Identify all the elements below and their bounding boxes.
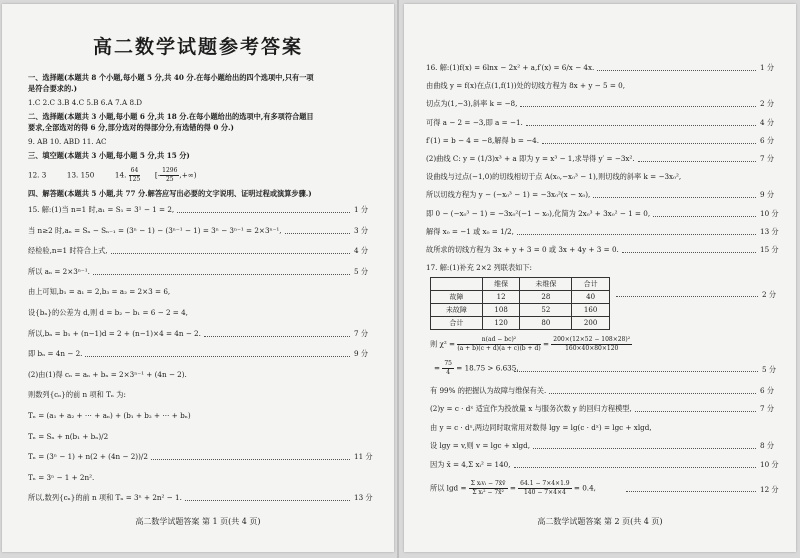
score-label: 7 分 (760, 154, 775, 163)
score-label: 3 分 (354, 225, 369, 235)
table-row (431, 304, 610, 317)
table-cell: 合计 (431, 317, 483, 330)
table-cell: 故障 (431, 291, 483, 304)
dot-leader (185, 494, 350, 501)
dot-leader (635, 405, 756, 412)
score-label: 9 分 (354, 349, 369, 359)
solution-line: Tₙ = Sₙ + n(b₁ + bₙ)/2 (28, 431, 109, 441)
solution-line: 15. 解:(1)当 n=1 时,a₁ = S₁ = 3¹ − 1 = 2, (28, 205, 175, 214)
solution-line: 17. 解:(1)补充 2×2 列联表如下: (426, 263, 532, 273)
score-label: 15 分 (760, 245, 779, 254)
dot-leader (514, 365, 758, 372)
page-1 (2, 4, 394, 552)
chi-square-formula (430, 336, 632, 353)
solution-line: (2)曲线 C: y = (1/3)x³ + a 即为 y = x³ − 1,求导得 y′ = −3x². (426, 154, 635, 163)
table-header-row (431, 278, 610, 291)
solution-line: 当 n≥2 时,aₙ = Sₙ − Sₙ₋₁ = (3ⁿ − 1) − (3ⁿ⁻¹ − 1) = 3ⁿ − 3ⁿ⁻¹ = 2×3ⁿ⁻¹, (28, 225, 282, 235)
solution-line: 设曲线与过点(−1,0)的切线相切于点 A(x₀,−x₀³ − 1),则切线的斜率 k = −3x₀², (426, 172, 682, 182)
score-label: 9 分 (760, 190, 775, 200)
dot-leader (93, 268, 350, 275)
table-row (431, 317, 610, 330)
score-label: 13 分 (354, 493, 373, 503)
answer-14-fraction: $\frac{64}{125}$ (128, 167, 141, 183)
solution-line: 16. 解:(1)f(x) = 6lnx − 2x² + a,f′(x) = 6/x − 4x. (426, 63, 595, 72)
page-fold (397, 0, 399, 558)
dot-leader (616, 290, 758, 297)
solution-line: 设{bₙ}的公差为 d,则 d = b₂ − b₁ = 6 − 2 = 4, (28, 308, 188, 317)
dot-leader (533, 442, 756, 449)
lgd-value-fraction: $\frac{64.1 - 7\times 4\times 1.9}{140 - 7\times 4\times 4}$ (520, 480, 570, 496)
answer-range-right: ,+∞) (179, 170, 197, 180)
solution-line: 所以,bₙ = b₁ + (n−1)d = 2 + (n−1)×4 = 4n − 2. (28, 328, 201, 338)
chi-formula-fraction: $\frac{\text{n(ad − bc)²}}{(a + b)(c + d)(a + c)(b + d)}$ (457, 336, 541, 352)
dot-leader (517, 228, 756, 235)
answer-range-left: [- (154, 170, 161, 180)
table-header-cell: 合计 (572, 278, 610, 291)
score-label: 11 分 (354, 452, 373, 462)
contingency-table (430, 277, 610, 330)
solution-line: 可得 a − 2 = −3,即 a = −1. (426, 117, 523, 127)
dot-leader (622, 246, 756, 253)
chi-value-fraction: $\frac{\text{200×(12×52 − 108×28)²}}{160\times 40\times 80\times 120}$ (553, 336, 631, 352)
table-cell: 80 (520, 317, 572, 330)
solution-line: f′(1) = b − 4 = −8,解得 b = −4. (426, 135, 540, 145)
score-label: 5 分 (354, 266, 369, 276)
dot-leader (542, 137, 756, 144)
lgd-formula (430, 480, 596, 497)
solution-line: 有 99% 的把握认为故障与维保有关. (430, 386, 547, 395)
score-label: 2 分 (760, 99, 775, 109)
dot-leader (514, 461, 756, 468)
table-header-cell: 维保 (482, 278, 520, 291)
table-cell: 12 (482, 291, 520, 304)
dot-leader (111, 247, 350, 254)
score-label: 4 分 (354, 246, 369, 256)
dot-leader (204, 330, 350, 337)
equals-sign-3: = (509, 483, 516, 493)
solution-line: 设 lgy = v,则 v = lgc + xlgd, (430, 441, 530, 451)
page-title: 高二数学试题参考答案 (92, 36, 303, 58)
lgd-formula-fraction: $\frac{\text{Σ xᵢvᵢ − 7x̄v̄}}{\text{Σ xᵢ² − 7x̄²}}$ (470, 480, 506, 496)
chi-square-label: 则 χ² = (430, 339, 456, 349)
section-3-answers (28, 167, 197, 184)
solution-line: 则数列{cₙ}的前 n 项和 Tₙ 为: (28, 390, 126, 400)
page-2 (404, 4, 796, 552)
solution-line: 经检验,n=1 时符合上式, (28, 246, 108, 256)
dot-leader (638, 155, 756, 162)
solution-line: Tₙ = (a₁ + a₂ + ⋯ + aₙ) + (b₁ + b₂ + ⋯ + bₙ) (28, 411, 191, 420)
dot-leader (626, 485, 756, 492)
section-2-answers: 9. AB 10. ABD 11. AC (28, 137, 107, 146)
solution-line: 故所求的切线方程为 3x + y + 3 = 0 或 3x + 4y + 3 = 0. (426, 245, 619, 254)
answer-14-label: 14. (114, 170, 127, 180)
dot-leader (85, 350, 350, 357)
score-label: 7 分 (354, 328, 369, 338)
dot-leader (549, 387, 756, 394)
solution-line: (2)由(1)得 cₙ = aₙ + bₙ = 2×3ⁿ⁻¹ + (4n − 2). (28, 369, 187, 379)
table-cell: 28 (520, 291, 572, 304)
section-4-heading: 四、解答题(本题共 5 小题,共 77 分.解答应写出必要的文字说明、证明过程或演算步骤.) (28, 189, 312, 198)
equals-sign-2: = (434, 363, 441, 373)
solution-line: 由曲线 y = f(x)在点(1,f(1))处的切线方程为 8x + y − 5 = 0, (426, 81, 625, 91)
solution-line: Tₙ = (3ⁿ − 1) + n(2 + (4n − 2))/2 (28, 452, 148, 462)
score-label: 10 分 (760, 459, 779, 469)
chi-result-text: = 18.75 > 6.635, (456, 363, 519, 373)
table-header-cell: 未维保 (520, 278, 572, 291)
section-1-heading-cont: 是符合要求的.) (28, 84, 78, 93)
table-cell: 未故障 (431, 304, 483, 317)
solution-line: 即 0 − (−x₀³ − 1) = −3x₀²(−1 − x₀),化简为 2x₀³ + 3x₀² − 1 = 0, (426, 208, 651, 218)
answer-12: 12. 3 (28, 170, 47, 180)
table-cell: 160 (572, 304, 610, 317)
equals-sign: = (542, 339, 549, 349)
section-3-heading: 三、填空题(本题共 3 小题,每小题 5 分,共 15 分) (28, 151, 190, 160)
dot-leader (653, 210, 756, 217)
lgd-score: 12 分 (760, 485, 779, 494)
score-label: 8 分 (760, 441, 775, 451)
table-cell: 52 (520, 304, 572, 317)
chi-square-result (434, 360, 519, 377)
table-header-cell (431, 278, 483, 291)
solution-line: (2)y = c · dˣ 适宜作为投放量 x 与服务次数 y 的回归方程模型, (430, 404, 632, 414)
page-1-footer: 高二数学试题答案 第 1 页(共 4 页) (135, 517, 261, 526)
score-label: 13 分 (760, 226, 779, 236)
chi-result-fraction: $\frac{75}{4}$ (444, 360, 452, 376)
score-label: 6 分 (760, 386, 775, 395)
solution-line: 因为 x̄ = 4,Σ xᵢ² = 140, (430, 459, 511, 469)
solution-line: 所以,数列{cₙ}的前 n 项和 Tₙ = 3ⁿ + 2n² − 1. (28, 493, 182, 503)
solution-line: 解得 x₀ = −1 或 x₀ = 1/2, (426, 226, 514, 236)
solution-line: Tₙ = 3ⁿ − 1 + 2n². (28, 472, 95, 482)
solution-line: 由 y = c · dˣ,两边同时取常用对数得 lgy = lg(c · dˣ) = lgc + xlgd, (430, 422, 652, 432)
table-cell: 40 (572, 291, 610, 304)
lgd-label: 所以 lgd = (430, 483, 467, 493)
table-cell: 120 (482, 317, 520, 330)
score-label: 4 分 (760, 117, 775, 127)
score-label: 7 分 (760, 404, 775, 414)
dot-leader (593, 191, 756, 198)
table-row (431, 291, 610, 304)
solution-line: 切点为(1,−3),斜率 k = −8, (426, 99, 518, 109)
solution-line: 所以 aₙ = 2×3ⁿ⁻¹. (28, 266, 90, 276)
solution-line: 由上可知,b₁ = a₁ = 2,b₃ = a₂ = 2×3 = 6, (28, 287, 171, 297)
answer-13: 13. 150 (66, 170, 95, 180)
answer-range-fraction: $\frac{1296}{25}$ (162, 167, 178, 183)
dot-leader (177, 206, 350, 213)
score-label: 1 分 (354, 205, 369, 214)
score-label: 1 分 (760, 63, 775, 72)
table-cell: 108 (482, 304, 520, 317)
dot-leader (597, 64, 756, 71)
table-score: 2 分 (762, 290, 777, 299)
solution-line: 所以切线方程为 y − (−x₀³ − 1) = −3x₀²(x − x₀), (426, 190, 591, 200)
score-label: 6 分 (760, 135, 775, 145)
dot-leader (151, 453, 350, 460)
section-2-heading-cont: 要求,全部选对的得 6 分,部分选对的得部分分,有选错的得 0 分.) (28, 123, 234, 132)
dot-leader (285, 227, 350, 234)
chi-score: 5 分 (762, 365, 777, 374)
section-1-answers: 1.C 2.C 3.B 4.C 5.B 6.A 7.A 8.D (28, 98, 143, 107)
table-cell: 200 (572, 317, 610, 330)
lgd-result: = 0.4, (573, 483, 596, 493)
dot-leader (526, 119, 756, 126)
section-1-heading: 一、选择题(本题共 8 个小题,每小题 5 分,共 40 分.在每小题给出的四个选项中,只有一项 (28, 73, 314, 82)
section-2-heading: 二、选择题(本题共 3 小题,每小题 6 分,共 18 分.在每小题给出的选项中,有多项符合题目 (28, 112, 314, 121)
dot-leader (520, 100, 756, 107)
page-2-footer: 高二数学试题答案 第 2 页(共 4 页) (537, 517, 663, 526)
solution-line: 即 bₙ = 4n − 2. (28, 349, 83, 359)
score-label: 10 分 (760, 208, 779, 218)
